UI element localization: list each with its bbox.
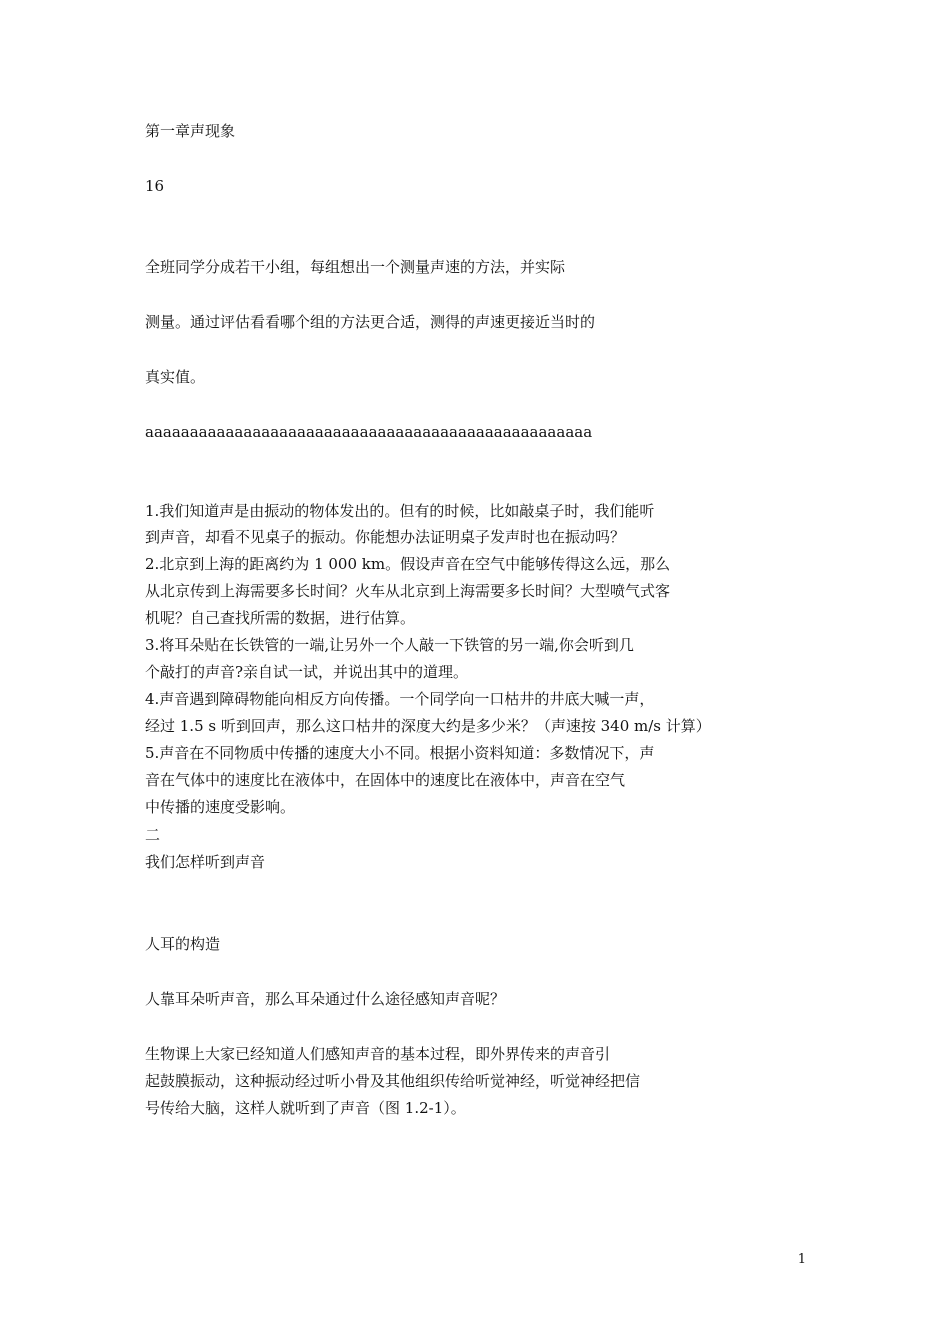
body-line: 号传给大脑，这样人就听到了声音（图 1.2-1）。 [145, 1099, 466, 1117]
chapter-title: 第一章声现象 [145, 122, 236, 140]
exercise-line: 2.北京到上海的距离约为 1 000 km。假设声音在空气中能够传得这么远，那么 [145, 555, 671, 573]
chapter-number: 16 [145, 177, 165, 195]
body-line: 起鼓膜振动，这种振动经过听小骨及其他组织传给听觉神经，听觉神经把信 [145, 1072, 641, 1090]
section-number: 二 [145, 826, 161, 844]
exercise-line: 5.声音在不同物质中传播的速度大小不同。根据小资料知道：多数情况下，声 [145, 744, 655, 762]
subsection-question: 人靠耳朵听声音，那么耳朵通过什么途径感知声音呢？ [145, 990, 506, 1008]
exercise-line: 1.我们知道声是由振动的物体发出的。但有的时候，比如敲桌子时，我们能听 [145, 502, 655, 520]
exercise-line: 从北京传到上海需要多长时间？火车从北京到上海需要多长时间？大型喷气式客 [145, 582, 671, 600]
activity-line: 真实值。 [145, 368, 206, 386]
page-number: 1 [797, 1252, 806, 1267]
exercise-line: 中传播的速度受影响。 [145, 798, 296, 816]
body-line: 生物课上大家已经知道人们感知声音的基本过程，即外界传来的声音引 [145, 1045, 611, 1063]
subsection-title: 人耳的构造 [145, 935, 221, 953]
exercise-line: 音在气体中的速度比在液体中，在固体中的速度比在液体中，声音在空气 [145, 771, 626, 789]
exercise-line: 经过 1.5 s 听到回声，那么这口枯井的深度大约是多少米？（声速按 340 m/s 计算） [145, 717, 711, 735]
activity-line: 测量。通过评估看看哪个组的方法更合适，测得的声速更接近当时的 [145, 313, 596, 331]
exercise-line: 3.将耳朵贴在长铁管的一端,让另外一个人敲一下铁管的另一端,你会听到几 [145, 636, 634, 654]
exercise-line: 4.声音遇到障碍物能向相反方向传播。一个同学向一口枯井的井底大喊一声， [145, 690, 655, 708]
exercise-line: 机呢？自己查找所需的数据，进行估算。 [145, 609, 416, 627]
activity-line: 全班同学分成若干小组，每组想出一个测量声速的方法，并实际 [145, 258, 566, 276]
filler-text: aaaaaaaaaaaaaaaaaaaaaaaaaaaaaaaaaaaaaaaaaaaaaaaaaa [145, 423, 593, 441]
exercise-line: 到声音，却看不见桌子的振动。你能想办法证明桌子发声时也在振动吗？ [145, 528, 626, 546]
exercise-line: 个敲打的声音?亲自试一试，并说出其中的道理。 [145, 663, 469, 681]
section-title: 我们怎样听到声音 [145, 853, 266, 871]
